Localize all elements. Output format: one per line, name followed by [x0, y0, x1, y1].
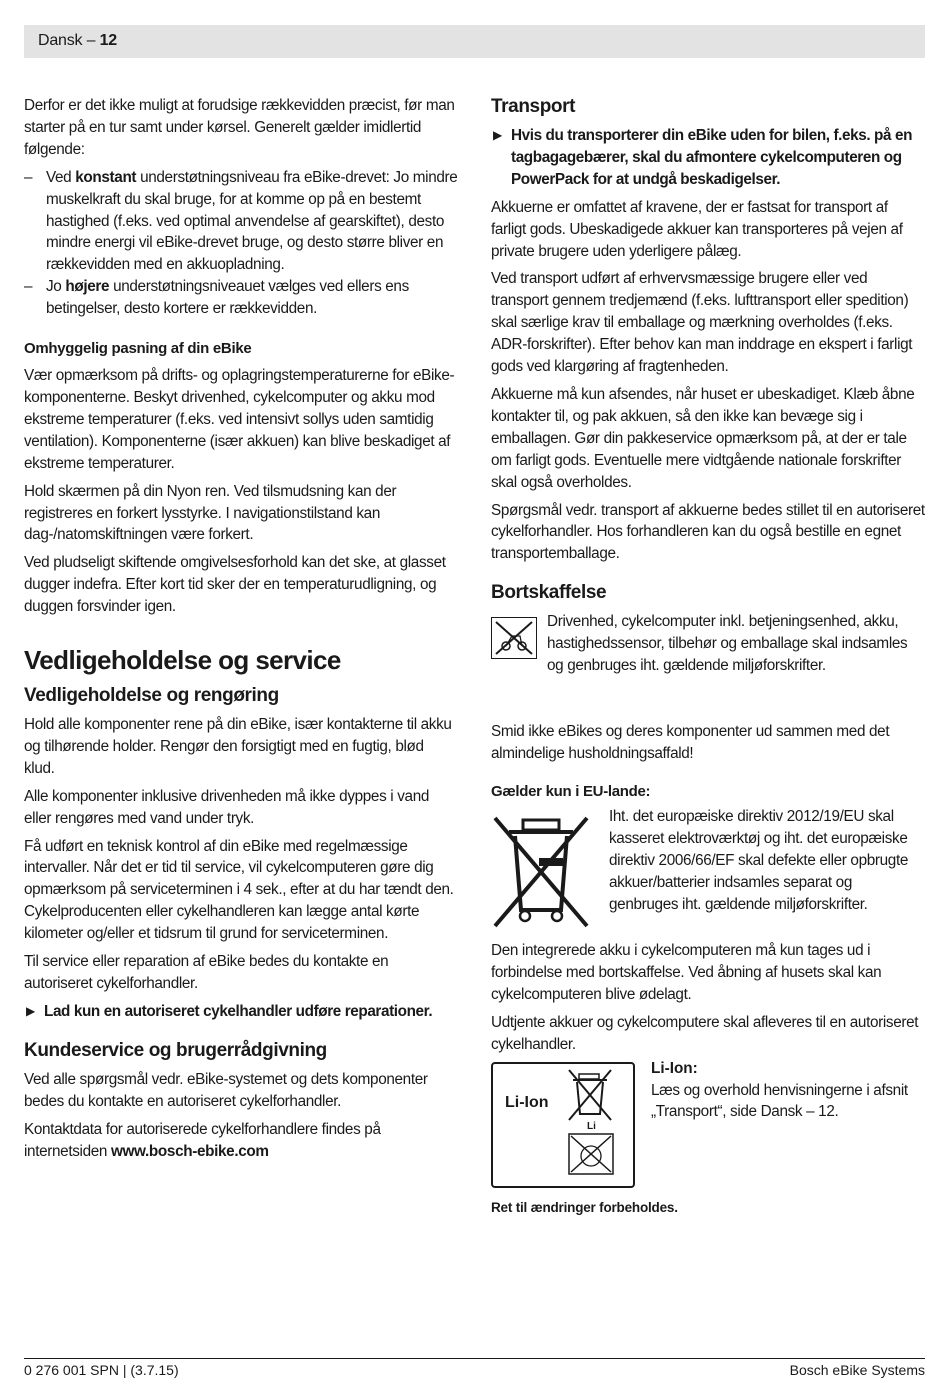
- disposal-paragraph-1: Drivenhed, cykelcomputer inkl. betjeningsenhed, akku, hastighedssensor, tilbehør og emballage skal indsamles og genbruges iht. gældende miljøforskrifter.: [547, 613, 908, 675]
- liion-block: [491, 1059, 925, 1192]
- arrow-icon: ▶: [26, 1003, 35, 1018]
- header-text: Dansk – 12: [38, 32, 117, 49]
- customer-service-paragraph-2: Kontaktdata for autoriserede cykelforhandlere findes på internetsiden www.bosch-ebike.com: [24, 1120, 381, 1160]
- liion-label-text: Li-Ion: [505, 1093, 549, 1111]
- care-heading: Omhyggelig pasning af din eBike: [24, 340, 252, 358]
- liion-paragraph: Læs og overhold henvisningerne i afsnit „Transport“, side Dansk – 12.: [651, 1081, 908, 1121]
- transport-paragraph-2: Ved transport udført af erhvervsmæssige brugere eller ved transport gennem tredjemænd (f.eks. lufttransport eller spedition) skal særlige krav til emballage og mærkning overholdes (f.eks. ADR-forskrifter). Efter behov kan man inddrage en ekspert i farligt gods ved klargøring af fragtenheden.: [491, 270, 913, 376]
- eu-block: [491, 808, 925, 940]
- liion-label-icon: [491, 1062, 635, 1188]
- disposal-block: [491, 611, 925, 721]
- disposal-paragraph-4: Udtjente akkuer og cykelcomputere skal afleveres til en autoriseret cykelhandler.: [491, 1013, 919, 1053]
- right-column: [491, 95, 925, 1215]
- recycle-icon: [491, 617, 537, 659]
- repair-warning: ▶ Lad kun en autoriseret cykelhandler udføre reparationer.: [24, 1001, 458, 1023]
- disposal-paragraph-2: Smid ikke eBikes og deres komponenter ud sammen med det almindelige husholdningsaffald!: [491, 723, 890, 763]
- maintenance-paragraph-3: Få udført en teknisk kontrol af din eBike med regelmæssige intervaller. Når det er tid til service, vil cykelcomputeren gøre dig opmærksom på serviceterminen i 4 sek., efter at du har tændt den. Cykelproducenten eller cykelhandleren kan lægge antal kørte kilometer og/eller et tidsrum til grund for serviceterminen.: [24, 837, 454, 943]
- website-link[interactable]: www.bosch-ebike.com: [110, 1142, 269, 1160]
- transport-warning: ▶ Hvis du transporterer din eBike uden for bilen, f.eks. på en tagbagagebærer, skal du afmontere cykelcomputeren og PowerPack for at undgå beskadigelser.: [493, 127, 913, 188]
- section-title: Vedligeholdelse og service: [24, 645, 341, 676]
- crossed-bin-icon: [491, 814, 591, 930]
- customer-service-paragraph-1: Ved alle spørgsmål vedr. eBike-systemet og dets komponenter bedes du kontakte en autoriseret cykelforhandler.: [24, 1070, 428, 1110]
- maintenance-paragraph-1: Hold alle komponenter rene på din eBike, især kontakterne til akku og tilhørende holder. Rengør den forsigtigt med en fugtig, blød klud.: [24, 716, 452, 777]
- care-paragraph-3: Ved pludseligt skiftende omgivelsesforhold kan det ske, at glasset dugger indefra. Efter kort tid sker der en temperaturudligning, og duggen forsvinder igen.: [24, 554, 446, 616]
- transport-paragraph-1: Akkuerne er omfattet af kravene, der er fastsat for transport af farligt gods. Ubeskadigede akkuer kan transporteres på vejen af private brugere uden yderligere pålæg.: [491, 198, 903, 260]
- reservation-note: Ret til ændringer forbeholdes.: [491, 1199, 678, 1215]
- customer-service-heading: Kundeservice og brugerrådgivning: [24, 1039, 327, 1061]
- liion-small-label: Li: [587, 1120, 596, 1132]
- footer-doc-number: 0 276 001 SPN | (3.7.15): [24, 1362, 179, 1378]
- arrow-icon: ▶: [493, 128, 502, 142]
- eu-heading: Gælder kun i EU-lande:: [491, 783, 651, 801]
- eu-paragraph: Iht. det europæiske direktiv 2012/19/EU skal kasseret elektroværktøj og iht. det europæiske direktiv 2006/66/EF skal defekte eller opbrugte akkuer/batterier indsamles separat og genbruges iht. gældende miljøforskrifter.: [609, 808, 909, 913]
- left-column: [24, 95, 458, 1168]
- footer-divider: [24, 1358, 925, 1359]
- transport-paragraph-4: Spørgsmål vedr. transport af akkuerne bedes stillet til en autoriseret cykelforhandler. Hos forhandleren kan du også bestille en egnet transportemballage.: [491, 501, 925, 563]
- disposal-paragraph-3: Den integrerede akku i cykelcomputeren må kun tages ud i forbindelse med bortskaffelse. Ved åbning af husets skal kan cykelcomputeren blive ødelagt.: [491, 942, 882, 1003]
- footer-company: Bosch eBike Systems: [789, 1362, 925, 1378]
- care-paragraph-2: Hold skærmen på din Nyon ren. Ved tilsmudsning kan der registreres en forkert lysstyrke. I navigationstilstand kan dag-/natomskiftningen være forkert.: [24, 482, 397, 544]
- bullet-constant: – Ved konstant understøtningsniveau fra eBike-drevet: Jo mindre muskelkraft du skal bruge, for at komme op på en bestemt hastighed (f.eks. ved optimal anvendelse af gearskiftet), desto mindre energi vil eBike-drevet bruge, og desto større bliver en rækkevidden med en akkuopladning.: [24, 168, 458, 274]
- maintenance-heading: Vedligeholdelse og rengøring: [24, 685, 279, 707]
- range-intro: Derfor er det ikke muligt at forudsige rækkevidden præcist, før man starter på en tur samt under kørsel. Generelt gælder imidlertid følgende:: [24, 97, 455, 158]
- disposal-heading: Bortskaffelse: [491, 582, 607, 604]
- maintenance-paragraph-2: Alle komponenter inklusive drivenheden må ikke dyppes i vand eller rengøres med vand under tryk.: [24, 787, 430, 827]
- care-paragraph-1: Vær opmærksom på drifts- og oplagringstemperaturerne for eBike-komponenterne. Beskyt drivenhed, cykelcomputer og akku mod ekstreme temperaturer (f.eks. ved intensivt sollys uden samtidig ventilation). Komponenterne (især akkuen) kan blive beskadiget af ekstreme temperaturer.: [24, 367, 455, 472]
- transport-heading: Transport: [491, 96, 576, 117]
- transport-paragraph-3: Akkuerne må kun afsendes, når huset er ubeskadiget. Klæb åbne kontakter til, og pak akkuen, så den ikke kan bevæge sig i emballagen. Gør din pakkeservice opmærksom på, at der er tale om farligt gods. Eventuelle mere vidtgående nationale forskrifter skal også overholdes.: [491, 385, 915, 491]
- maintenance-paragraph-4: Til service eller reparation af eBike bedes du kontakte en autoriseret cykelforhandler.: [24, 953, 389, 992]
- bullet-higher: – Jo højere understøtningsniveauet vælges ved ellers ens betingelser, desto kortere er rækkevidden.: [24, 278, 409, 318]
- liion-title: Li-Ion:: [651, 1059, 698, 1077]
- page-header: [24, 25, 925, 58]
